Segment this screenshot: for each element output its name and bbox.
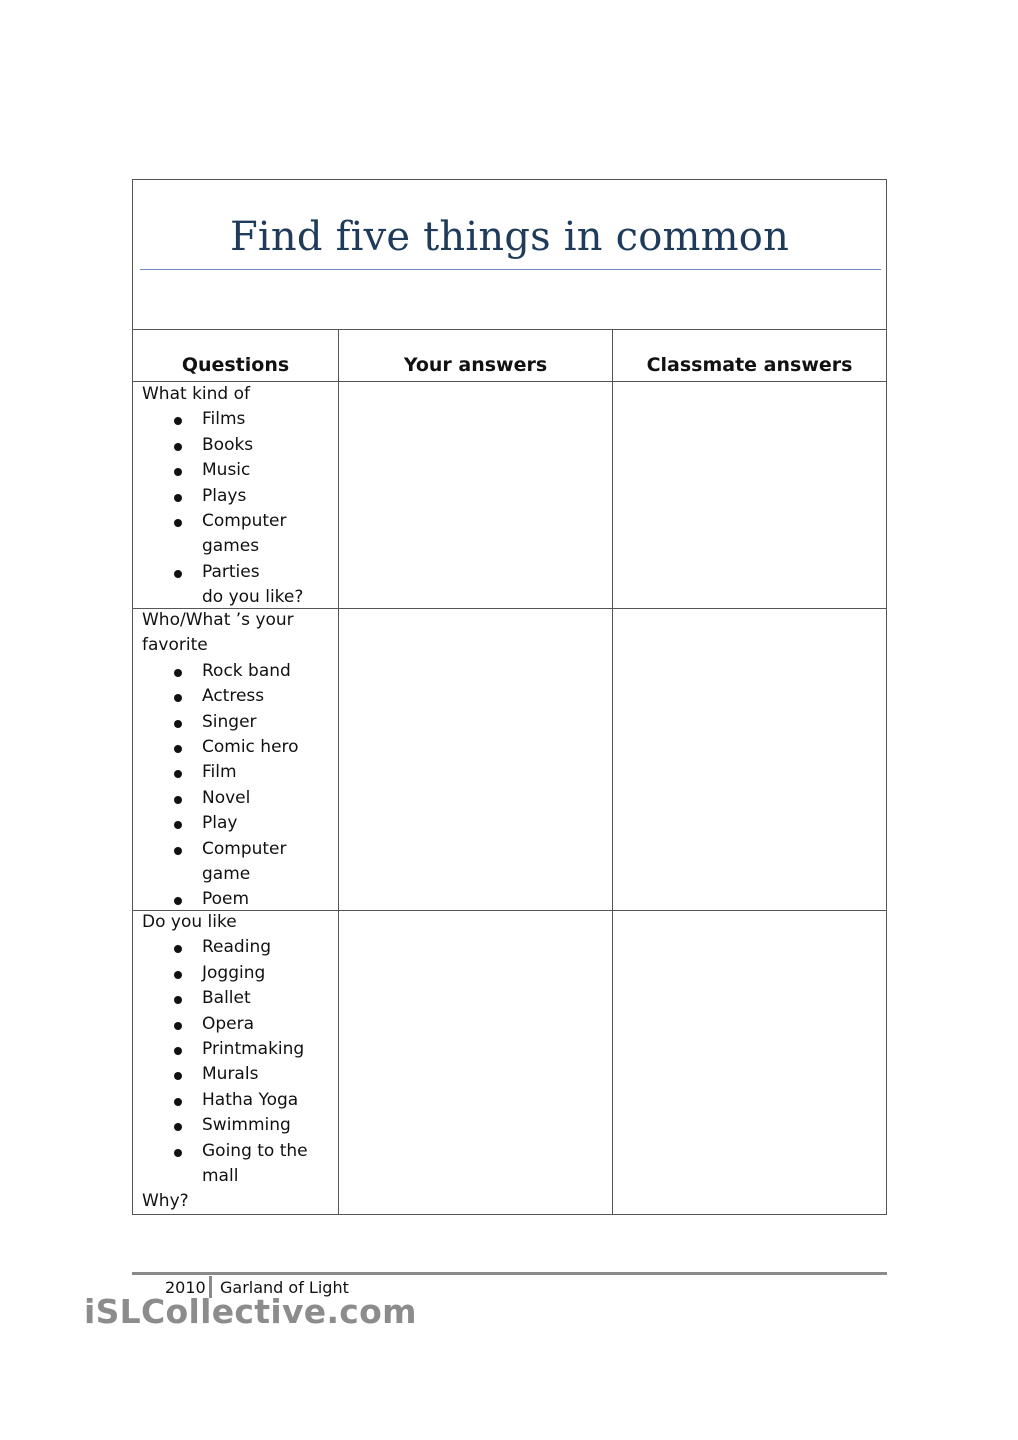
header-classmate-answers: Classmate answers [646,354,853,376]
list-item: Rock band [142,659,337,684]
question-outro: do you like? [202,587,304,608]
question-intro: Do you like [142,912,237,932]
worksheet-table [132,179,887,1215]
question-intro: What kind of [142,384,250,404]
question-cell-1 [142,382,337,611]
your-answer-cell-3[interactable] [339,911,612,1214]
list-item: Books [142,433,337,458]
list-item: Film [142,760,337,785]
list-item: Opera [142,1012,337,1037]
list-item: Ballet [142,986,337,1011]
list-item: Computer games [142,509,337,560]
question-list [142,407,337,585]
list-item: Hatha Yoga [142,1088,337,1113]
list-item: Novel [142,786,337,811]
list-item: Films [142,407,337,432]
footer-author: Garland of Light [220,1278,349,1297]
list-item: Reading [142,935,337,960]
worksheet-title: Find five things in common [229,214,790,260]
your-answer-cell-2[interactable] [339,609,612,910]
question-cell-2 [142,608,337,913]
classmate-answer-cell-2[interactable] [613,609,886,910]
list-item: Comic hero [142,735,337,760]
question-cell-3 [142,910,337,1215]
header-your-answers: Your answers [403,354,548,376]
question-list [142,935,337,1189]
question-intro: favorite [142,635,208,656]
title-underline [140,269,881,270]
question-outro: Why? [142,1191,189,1212]
list-item: Murals [142,1062,337,1087]
classmate-answer-cell-1[interactable] [613,382,886,608]
list-item: Poem [142,887,337,912]
footer-year: 2010 [165,1278,206,1297]
list-item: Music [142,458,337,483]
classmate-answer-cell-3[interactable] [613,911,886,1214]
list-item: Printmaking [142,1037,337,1062]
title-box [133,180,886,330]
list-item: Swimming [142,1113,337,1138]
your-answer-cell-1[interactable] [339,382,612,608]
list-item: Going to the mall [142,1139,337,1190]
question-list [142,659,337,913]
list-item: Parties [142,560,337,585]
header-questions: Questions [181,354,290,376]
question-intro: Who/What ’s your [142,610,294,630]
list-item: Play [142,811,337,836]
list-item: Actress [142,684,337,709]
watermark-logo: iSLCollective.com [84,1292,417,1331]
footer-rule [132,1272,887,1275]
list-item: Plays [142,484,337,509]
list-item: Singer [142,710,337,735]
list-item: Computer game [142,837,337,888]
list-item: Jogging [142,961,337,986]
